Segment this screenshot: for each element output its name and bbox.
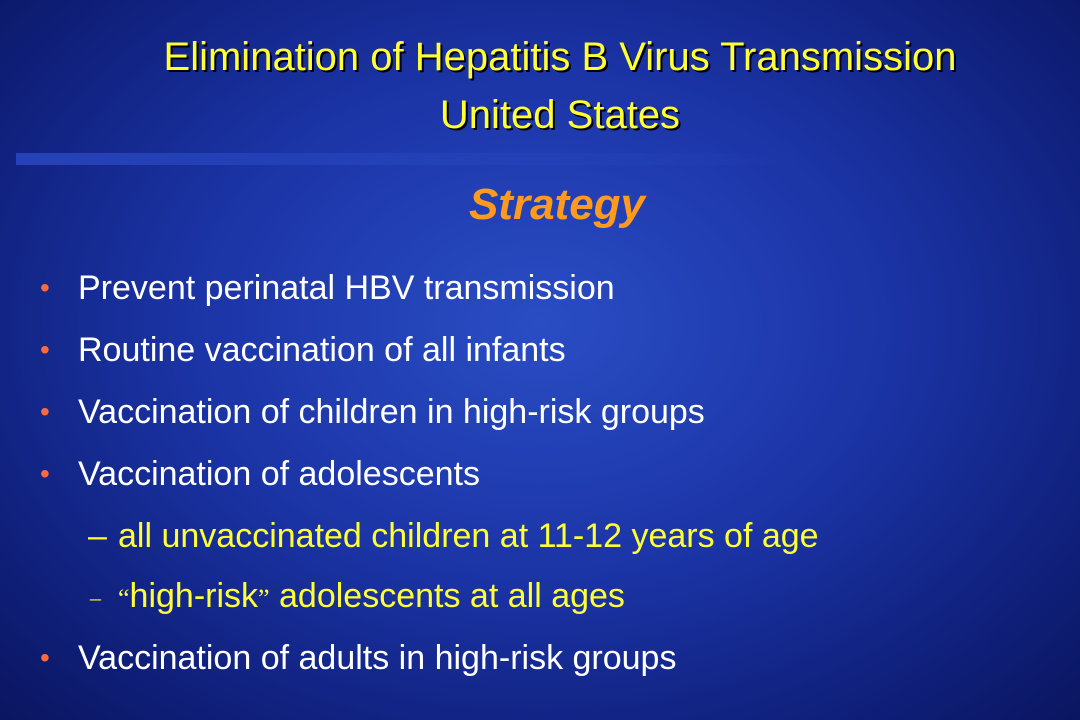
bullet-dot-icon: • [40, 642, 50, 673]
bullet-dot-icon: • [40, 396, 50, 427]
slide-title-line-2: United States [439, 93, 681, 137]
bullet-dot-icon: • [40, 458, 50, 489]
bullet-text: Vaccination of adults in high-risk groups [78, 639, 677, 677]
sub-bullet-text: all unvaccinated children at 11-12 years of age [118, 517, 819, 555]
sub-bullet-text [118, 574, 625, 621]
quoted-term: high-risk [129, 577, 259, 615]
close-quote: ” [258, 584, 270, 613]
bullet-dot-icon: • [40, 334, 50, 365]
dash-icon: – [88, 517, 107, 555]
open-quote: “ [118, 584, 130, 613]
slide-subtitle: Strategy [468, 180, 646, 229]
sub-bullet-rest: adolescents at all ages [269, 577, 625, 615]
bullet-text: Prevent perinatal HBV transmission [78, 269, 615, 307]
slide-title-line-1: Elimination of Hepatitis B Virus Transmission [163, 35, 957, 79]
title-underline-bar [16, 153, 816, 165]
dash-icon: – [90, 585, 101, 610]
bullet-text: Vaccination of adolescents [78, 455, 480, 493]
bullet-dot-icon: • [40, 272, 50, 303]
bullet-text: Vaccination of children in high-risk groups [78, 393, 705, 431]
bullet-text: Routine vaccination of all infants [78, 331, 566, 369]
